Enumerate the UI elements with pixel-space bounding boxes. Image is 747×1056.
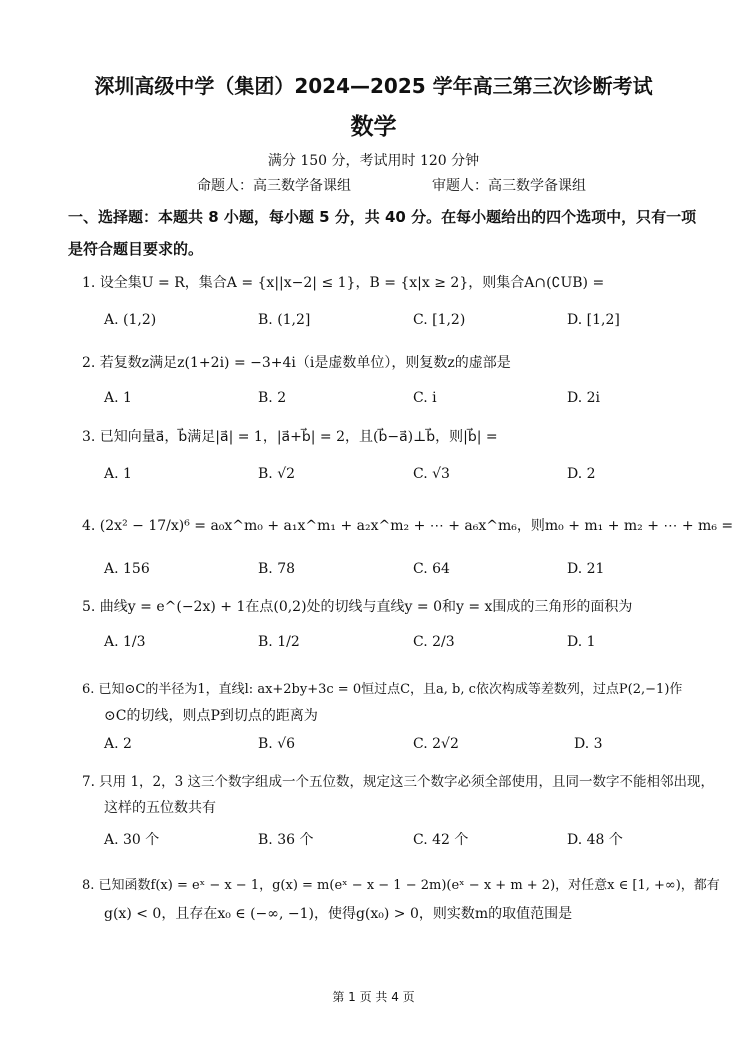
section-heading-line1: 一、选择题：本题共 8 小题，每小题 5 分，共 40 分。在每小题给出的四个选项中，只有一项 [68, 208, 697, 226]
q4-option-a: A. 156 [104, 561, 150, 577]
q7-option-c: C. 42 个 [413, 832, 469, 848]
q2-option-b: B. 2 [258, 390, 287, 406]
question-2: 2. 若复数z满足z(1+2i) = −3+4i（i是虚数单位），则复数z的虚部是 [82, 355, 511, 371]
q6-option-b: B. √6 [258, 736, 296, 752]
q3-option-b: B. √2 [258, 466, 296, 482]
q7-option-b: B. 36 个 [258, 832, 314, 848]
q4-option-c: C. 64 [413, 561, 450, 577]
question-7: 7. 只用 1，2，3 这三个数字组成一个五位数，规定这三个数字必须全部使用，且同一数字不能相邻出现， [82, 774, 715, 790]
q6-option-a: A. 2 [104, 736, 132, 752]
question-3: 3. 已知向量a⃗，b⃗满足|a⃗| = 1，|a⃗+b⃗| = 2，且(b⃗−a⃗)⊥b⃗，则|b⃗| = [82, 429, 498, 445]
q7-option-a: A. 30 个 [104, 832, 160, 848]
subject-title: 数学 [350, 114, 397, 140]
q5-option-a: A. 1/3 [104, 634, 146, 650]
q2-option-c: C. i [413, 390, 437, 406]
question-6-line2: ⊙C的切线，则点P到切点的距离为 [104, 708, 318, 724]
q3-option-d: D. 2 [567, 466, 596, 482]
question-1: 1. 设全集U = R，集合A = {x||x−2| ≤ 1}，B = {x|x ≥ 2}，则集合A∩(∁UB) = [82, 275, 605, 291]
q1-option-b: B. (1,2] [258, 312, 311, 328]
reviewer: 审题人：高三数学备课组 [432, 178, 586, 194]
q2-option-d: D. 2i [567, 390, 601, 406]
question-6: 6. 已知⊙C的半径为1，直线l: ax+2by+3c = 0恒过点C，且a, b, c依次构成等差数列，过点P(2,−1)作 [82, 682, 683, 697]
q5-option-b: B. 1/2 [258, 634, 300, 650]
section-heading-line2: 是符合题目要求的。 [68, 240, 204, 258]
q3-option-c: C. √3 [413, 466, 450, 482]
q4-option-d: D. 21 [567, 561, 605, 577]
setter: 命题人：高三数学备课组 [197, 178, 351, 194]
question-8: 8. 已知函数f(x) = eˣ − x − 1，g(x) = m(eˣ − x − 1 − 2m)(eˣ − x + m + 2)，对任意x ∈ [1, +∞)，都有 [82, 878, 720, 893]
q4-option-b: B. 78 [258, 561, 296, 577]
exam-title: 深圳高级中学（集团）2024—2025 学年高三第三次诊断考试 [94, 74, 653, 98]
q1-option-d: D. [1,2] [567, 312, 620, 328]
q1-option-c: C. [1,2) [413, 312, 466, 328]
q1-option-a: A. (1,2) [104, 312, 157, 328]
question-8-line2: g(x) < 0，且存在x₀ ∈ (−∞, −1)，使得g(x₀) > 0，则实数m的取值范围是 [104, 906, 573, 922]
question-5: 5. 曲线y = e^(−2x) + 1在点(0,2)处的切线与直线y = 0和y = x围成的三角形的面积为 [82, 599, 633, 615]
q7-option-d: D. 48 个 [567, 832, 623, 848]
question-4: 4. (2x² − 17/x)⁶ = a₀x^m₀ + a₁x^m₁ + a₂x^m₂ + ⋯ + a₆x^m₆，则m₀ + m₁ + m₂ + ⋯ + m₆ = [82, 518, 734, 534]
q6-option-c: C. 2√2 [413, 736, 459, 752]
q3-option-a: A. 1 [104, 466, 132, 482]
question-7-line2: 这样的五位数共有 [104, 800, 216, 816]
q6-option-d: D. 3 [574, 736, 603, 752]
q2-option-a: A. 1 [104, 390, 132, 406]
q5-option-c: C. 2/3 [413, 634, 455, 650]
q5-option-d: D. 1 [567, 634, 596, 650]
page-footer: 第 1 页 共 4 页 [332, 990, 415, 1004]
exam-info: 满分 150 分，考试用时 120 分钟 [267, 153, 480, 169]
